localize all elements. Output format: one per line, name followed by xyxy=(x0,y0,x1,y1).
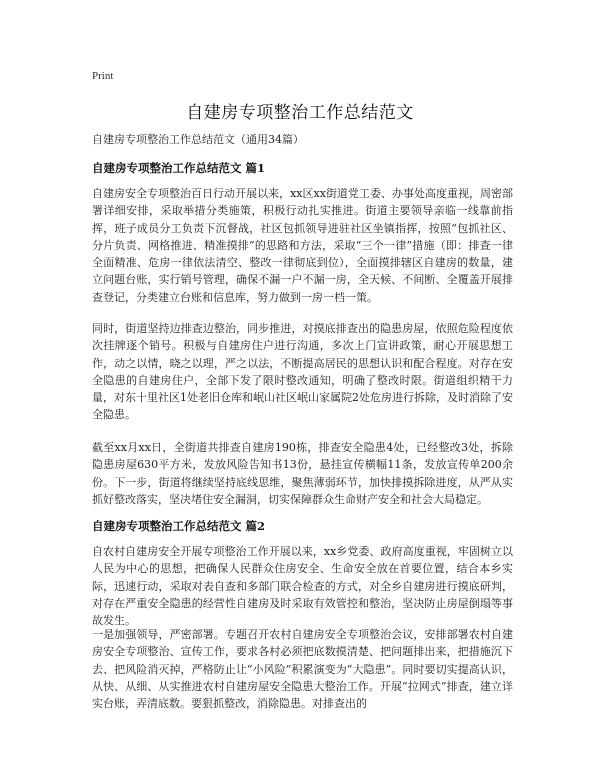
section-1-paragraph-1: 自建房安全专项整治百日行动开展以来，xx区xx街道党工委、办事处高度重视，周密部署详细安排，采取举措分类施策，积极行动扎实推进。街道主要领导亲临一线靠前指挥，班子成员分工负责下沉督战，社区包抓领导进驻社区坐镇指挥，按照“包抓社区、分片负责、网格推进、精准摸排”的思路和方法，采取“三个一律”措施（即：排查一律全面精准、危房一律依法清空、整改一律彻底到位），全面摸排辖区自建房的数量，建立问题台账，实行销号管理，确保不漏一户不漏一房，全天候、不间断、全覆盖开展排查登记，分类建立台账和信息库，努力做到一房一档一策。 xyxy=(92,187,513,304)
section-2-paragraph-2: 一是加强领导，严密部署。专题召开农村自建房安全专项整治会议，安排部署农村自建房安全专项整治、宣传工作，要求各村必须把底数摸清楚、把问题排出来，把措施沉下去、把风险消灭掉，严格防止让“小风险”积累演变为“大隐患”。同时要切实提高认识，从快、从细、从实推进农村自建房屋安全隐患大整治工作。开展“拉网式”排查，建立详实台账，弄清底数。要狠抓整改，消除隐患。对排查出的 xyxy=(92,628,513,711)
section-1-paragraph-3: 截至xx月xx日，全街道共排查自建房190栋，排查安全隐患4处，已经整改3处，拆除隐患房屋630平方米，发放风险告知书13份，悬挂宣传横幅11条，发放宣传单200余份。下一步，街道将继续坚持底线思维，聚焦薄弱环节，加快排摸拆除进度，从严从实抓好整改落实，坚决堵住安全漏洞，切实保障群众生命财产安全和社会大局稳定。 xyxy=(92,441,513,506)
print-label[interactable]: Print xyxy=(92,70,114,82)
document-subtitle: 自建房专项整治工作总结范文（通用34篇） xyxy=(92,133,304,146)
section-heading-1: 自建房专项整治工作总结范文 篇1 xyxy=(92,161,266,175)
document-title: 自建房专项整治工作总结范文 xyxy=(186,103,414,123)
section-1-paragraph-2: 同时，街道坚持边排查边整治，同步推进，对摸底排查出的隐患房屋，依照危险程度依次挂牌逐个销号。积极与自建房住户进行沟通，多次上门宣讲政策，耐心开展思想工作，动之以情，晓之以理，严之以法，不断提高居民的思想认识和配合程度。对存在安全隐患的自建房住户，全部下发了限时整改通知，明确了整改时限。街道组织精干力量，对东十里社区1处老旧仓库和岷山社区岷山家属院2处危房进行拆除，及时消除了安全隐患。 xyxy=(92,322,513,422)
section-heading-2: 自建房专项整治工作总结范文 篇2 xyxy=(92,519,266,533)
section-2-paragraph-1: 自农村自建房安全开展专项整治工作开展以来，xx乡党委、政府高度重视，牢固树立以人民为中心的思想，把确保人民群众住房安全、生命安全放在首要位置，结合本乡实际，迅速行动，采取对表自查和多部门联合检查的方式，对全乡自建房进行摸底研判，对存在严重安全隐患的经营性自建房及时采取有效管控和整治，坚决防止房屋倒塌等事故发生。 xyxy=(92,545,513,628)
